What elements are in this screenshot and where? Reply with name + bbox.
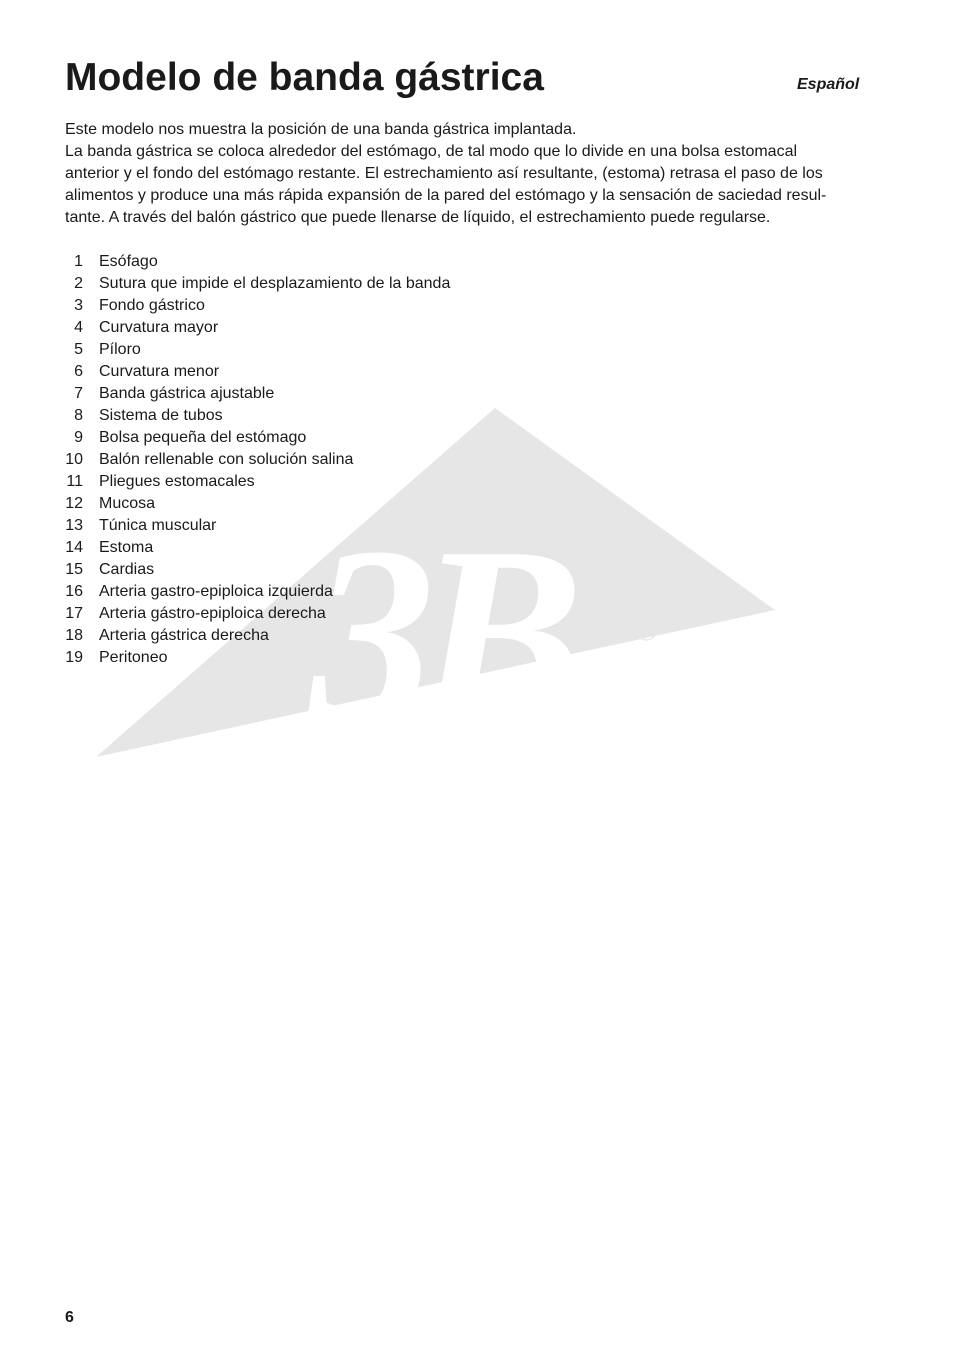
item-number: 12 <box>65 495 83 512</box>
item-label: Túnica muscular <box>99 517 217 534</box>
intro-line: La banda gástrica se coloca alrededor del estómago, de tal modo que lo divide en una bolsa estomacal <box>65 143 798 160</box>
item-number: 16 <box>65 583 83 600</box>
item-number: 19 <box>65 649 83 666</box>
watermark-3b-text: 3B <box>310 496 566 773</box>
intro-line: tante. A través del balón gástrico que puede llenarse de líquido, el estrechamiento puede regularse. <box>65 209 771 226</box>
item-number: 1 <box>74 253 83 270</box>
list-item <box>65 317 450 339</box>
item-number: 7 <box>74 385 83 402</box>
list-item <box>65 339 450 361</box>
intro-line: Este modelo nos muestra la posición de una banda gástrica implantada. <box>65 121 577 138</box>
item-number: 11 <box>66 473 83 490</box>
list-item <box>65 251 450 273</box>
item-number: 3 <box>74 297 83 314</box>
item-number: 6 <box>74 363 83 380</box>
item-label: Sutura que impide el desplazamiento de la banda <box>99 275 451 292</box>
list-item <box>65 647 450 669</box>
item-label: Arteria gastro-epiploica izquierda <box>99 583 333 600</box>
intro-line: anterior y el fondo del estómago restante. El estrechamiento así resultante, (estoma) retrasa el paso de los <box>65 165 823 182</box>
item-number: 14 <box>65 539 83 556</box>
list-item <box>65 493 450 515</box>
page-title: Modelo de banda gástrica <box>65 56 544 99</box>
item-label: Banda gástrica ajustable <box>99 385 275 402</box>
list-item <box>65 427 450 449</box>
item-label: Curvatura mayor <box>99 319 219 336</box>
list-item <box>65 603 450 625</box>
list-item <box>65 559 450 581</box>
item-label: Pliegues estomacales <box>99 473 255 490</box>
list-item <box>65 625 450 647</box>
list-item <box>65 581 450 603</box>
list-item <box>65 405 450 427</box>
list-item <box>65 449 450 471</box>
item-number: 4 <box>74 319 83 336</box>
list-item <box>65 537 450 559</box>
intro-line: alimentos y produce una más rápida expansión de la pared del estómago y la sensación de saciedad resul- <box>65 187 827 204</box>
item-label: Fondo gástrico <box>99 297 205 314</box>
list-item <box>65 273 450 295</box>
item-label: Cardias <box>99 561 155 578</box>
item-label: Arteria gástro-epiploica derecha <box>99 605 326 622</box>
item-label: Mucosa <box>99 495 156 512</box>
item-number: 15 <box>65 561 83 578</box>
item-label: Sistema de tubos <box>99 407 223 424</box>
item-label: Estoma <box>99 539 154 556</box>
item-number: 18 <box>65 627 83 644</box>
item-label: Balón rellenable con solución salina <box>99 451 354 468</box>
item-number: 10 <box>65 451 83 468</box>
item-number: 5 <box>74 341 83 358</box>
item-label: Arteria gástrica derecha <box>99 627 269 644</box>
watermark-registered-mark: ® <box>634 611 659 647</box>
list-item <box>65 383 450 405</box>
item-number: 9 <box>74 429 83 446</box>
list-item <box>65 515 450 537</box>
item-number: 17 <box>65 605 83 622</box>
item-number: 2 <box>74 275 83 292</box>
item-label: Curvatura menor <box>99 363 220 380</box>
item-label: Bolsa pequeña del estómago <box>99 429 307 446</box>
item-number: 8 <box>74 407 83 424</box>
page-number: 6 <box>65 1309 74 1326</box>
item-label: Peritoneo <box>99 649 168 666</box>
item-label: Píloro <box>99 341 141 358</box>
language-label: Español <box>797 76 860 93</box>
list-item <box>65 361 450 383</box>
list-item <box>65 295 450 317</box>
item-label: Esófago <box>99 253 158 270</box>
parts-list <box>65 251 450 669</box>
intro-paragraph <box>65 119 865 229</box>
list-item <box>65 471 450 493</box>
item-number: 13 <box>65 517 83 534</box>
